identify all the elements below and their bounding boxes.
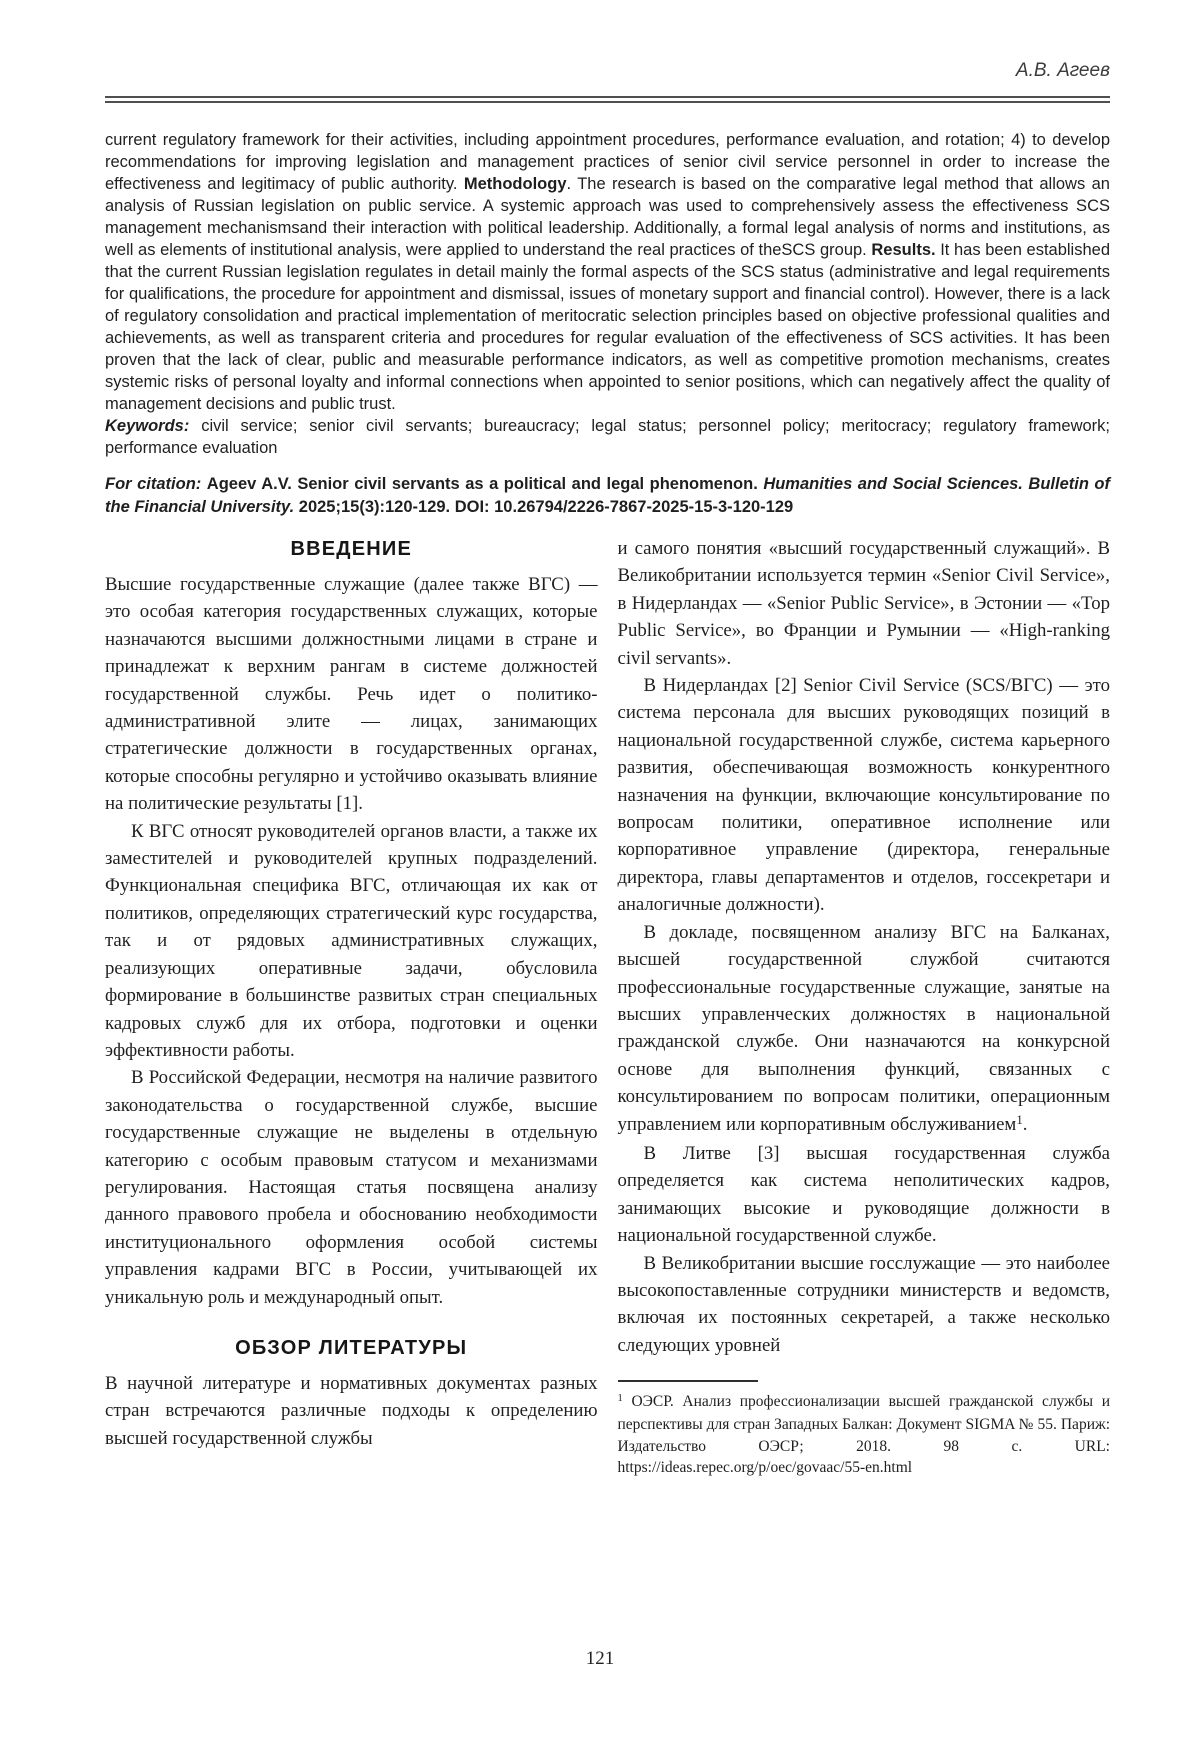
abstract-text: current regulatory framework for their activities, including appointment procedures, performance evaluation, and rotation; 4) to develop recommendations for improving legislation and management practices of senior civil service personnel in order to increase the effectiveness and legitimacy of public authority. Methodology. The research is based on the comparative legal method that allows an analysis of Russian legislation on public service. A systemic approach was used to comprehensively assess the effectiveness SCS management mechanismsand their interaction with political leadership. Additionally, a formal legal analysis of norms and institutions, as well as elements of institutional analysis, were applied to understand the real practices of theSCS group. Results. It has been established that the current Russian legislation regulates in detail mainly the formal aspects of the SCS status (administrative and legal requirements for qualifications, the procedure for appointment and dismissal, issues of monetary support and financial control). However, there is a lack of regulatory consolidation and practical implementation of meritocratic selection principles based on objective professional qualities and achievements, as well as transparent criteria and procedures for regular evaluation of the effectiveness of SCS activities. It has been proven that the lack of clear, public and measurable performance indicators, as well as competitive promotion mechanisms, creates systemic risks of personal loyalty and informal connections when appointed to senior positions, which can negatively affect the quality of management decisions and public trust. [105,131,1111,413]
footnote-rule [618,1380,758,1382]
page-header [105,60,1110,82]
footnote-text: $^1$ ОЭСР. Анализ профессионализации высшей гражданской службы и перспективы для стран Западных Балкан: Документ SIGMA № 55. Париж: Издательство ОЭСР; 2018. 98 с. URL: https://ideas.repec.org/p/oec/govaac/55-en.html [617,1393,1110,1477]
intro-paragraph-3: В Российской Федерации, несмотря на наличие развитого законодательства о государственной службе, высшие государственные служащие не выделены в отдельную категорию с особым правовым статусом и механизмами регулирования. Настоящая статья посвящена анализу данного правового пробела и обоснованию необходимости институционального оформления особой системы управления кадрами ВГС в России, учитывающей их уникальную роль и международный опыт. [105,1067,598,1308]
right-paragraph-5: В Великобритании высшие госслужащие — это наиболее высокопоставленные сотрудники министерств и ведомств, включая их постоянных секретарей, а также несколько следующих уровней [617,1252,1110,1356]
right-column [618,535,1111,1478]
section-heading-literature-review: ОБЗОР ЛИТЕРАТУРЫ [235,1336,468,1359]
keywords-text: Keywords: civil service; senior civil servants; bureaucracy; legal status; personnel policy; meritocracy; regulatory framework; performance evaluation [105,417,1110,457]
right-paragraph-2: В Нидерландах [2] Senior Civil Service (SCS/ВГС) — это система персонала для высших руководящих позиций в национальной государственной службе, система карьерного развития, обеспечивающая возможность конкурентного назначения на функции, включающие консультирование по вопросам политики, оперативное исполнение или корпоративное управление (директора, генеральные директора, главы департаментов и отделов, госсекретари и аналогичные должности). [617,675,1110,916]
left-column [105,535,598,1478]
citation-text: For citation: Ageev A.V. Senior civil servants as a political and legal phenomenon. Humanities and Social Sciences. Bulletin of the Financial University. 2025;15(3):120-129. DOI: 10.26794/2226-7867-2025-15-3-120-129 [105,475,1110,516]
running-head-author: А.В. Агеев [1015,60,1110,81]
two-column-body [105,535,1110,1478]
page-number: 121 [585,1648,615,1669]
header-double-rule [105,96,1110,103]
right-paragraph-4: В Литве [3] высшая государственная служба определяется как система неполитических кадров, занимающих высокие и руководящие должности в национальной государственной службе. [617,1142,1110,1247]
journal-page [0,60,1200,1757]
front-matter [105,129,1110,518]
right-paragraph-3: В докладе, посвященном анализу ВГС на Балканах, высшей государственной службой считаются профессиональные государственные служащие, занятые на высших управленческих должностях в национальной гражданской службе. Они назначаются на конкурсной основе для выполнения функций, связанных с консультированием по вопросам политики, операционным управлением или корпоративным обслуживанием$^1$. [617,921,1110,1135]
section-heading-introduction: ВВЕДЕНИЕ [290,538,413,560]
intro-paragraph-2: К ВГС относят руководителей органов власти, а также их заместителей и руководителей крупных подразделений. Функциональная специфика ВГС, отличающая их как от политиков, определяющих стратегический курс государства, так и от рядовых административных служащих, реализующих оперативные задачи, обусловила формирование в большинстве развитых стран специальных кадровых служб для их отбора, подготовки и оценки эффективности работы. [105,820,598,1061]
literature-paragraph-1: В научной литературе и нормативных документах разных стран встречаются различные подходы к определению высшей государственной службы [105,1372,598,1449]
right-paragraph-1: и самого понятия «высший государственный служащий». В Великобритании используется термин «Senior Civil Service», в Нидерландах — «Senior Public Service», в Эстонии — «Top Public Service», во Франции и Румынии — «High-ranking civil servants». [617,538,1110,669]
intro-paragraph-1: Высшие государственные служащие (далее также ВГС) — это особая категория государственных служащих, которые назначаются высшими должностными лицами в стране и принадлежат к верхним рангам в системе должностей государственной службы. Речь идет о политико-административной элите — лицах, занимающих стратегические должности в государственных органах, которые способны регулярно и устойчиво оказывать влияние на политические результаты [1]. [105,574,598,815]
